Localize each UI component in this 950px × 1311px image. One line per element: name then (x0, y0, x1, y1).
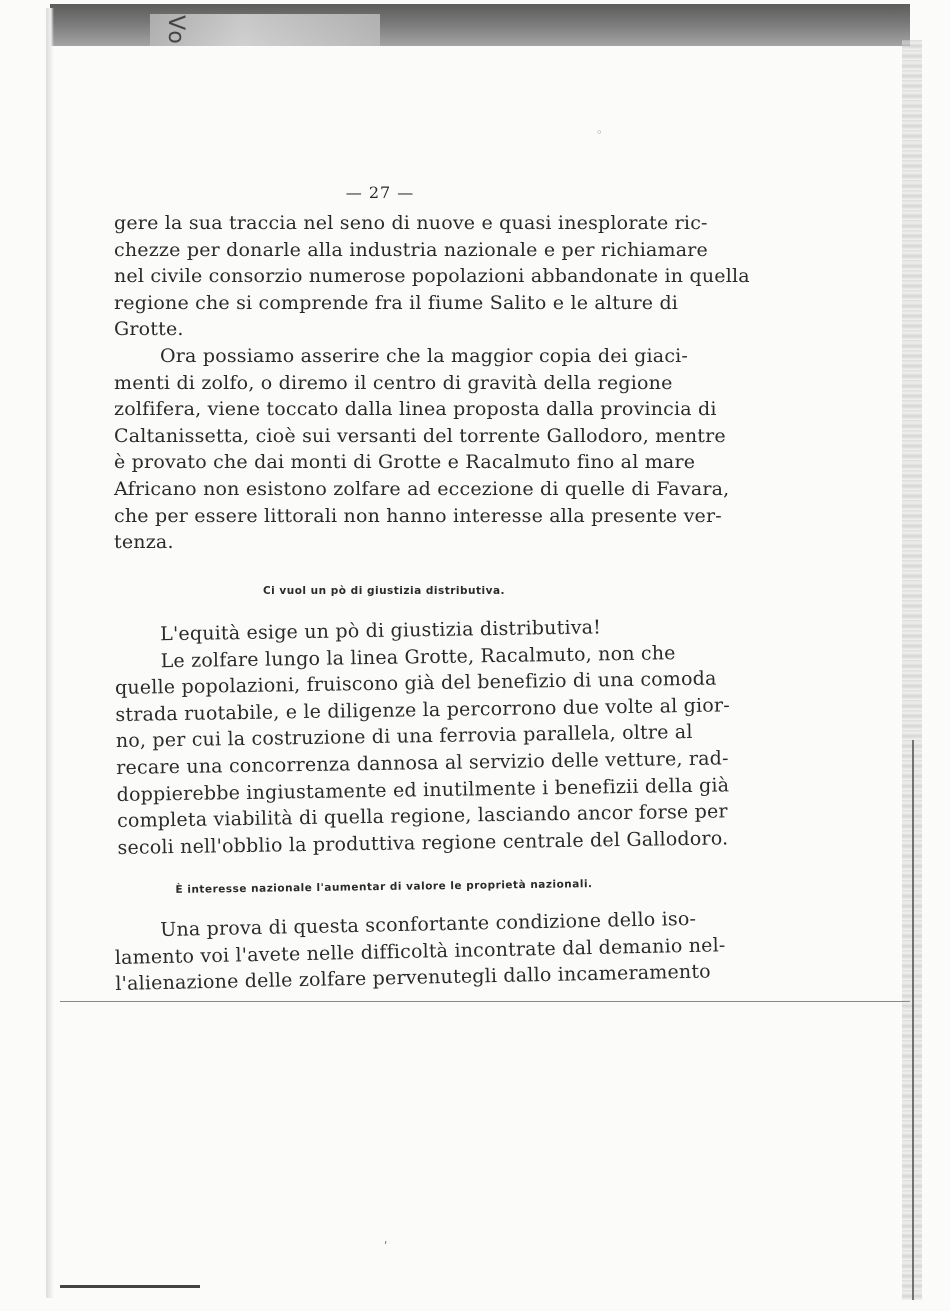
page-fold-line (60, 1001, 910, 1002)
text-line: lamento voi l'avete nelle difficoltà incontrate dal demanio nel- (114, 933, 726, 969)
text-line: menti di zolfo, o diremo il centro di gravità della regione (114, 371, 673, 394)
text-line: secoli nell'obblio la produttiva regione centrale del Gallodoro. (117, 827, 729, 859)
text-block-1 (114, 210, 750, 556)
scan-bottom-shadow (60, 1285, 200, 1288)
text-line: gere la sua traccia nel seno di nuove e quasi inesplorate ric- (114, 212, 708, 234)
text-line: Grotte. (114, 318, 184, 341)
text-line: che per essere littorali non hanno interesse alla presente ver- (114, 504, 722, 527)
section-heading-1: Ci vuol un pò di giustizia distributiva. (262, 585, 506, 597)
text-line: strada ruotabile, e le diligenze la percorrono due volte al gior- (115, 694, 731, 726)
text-line: Una prova di questa sconfortante condizione dello iso- (160, 907, 697, 942)
speck-mark: ʹ (384, 1240, 388, 1254)
text-line: Ora possiamo asserire che la maggior copia dei giaci- (160, 344, 689, 367)
text-line: doppierebbe ingiustamente ed inutilmente i benefizii della già (116, 773, 730, 806)
text-line: no, per cui la costruzione di una ferrovia parallela, oltre al (115, 721, 693, 753)
text-line: Africano non esistono zolfare ad eccezione di quelle di Favara, (114, 477, 730, 500)
text-line: quelle popolazioni, fruiscono già del benefizio di una comoda (114, 667, 717, 700)
text-line: Le zolfare lungo la linea Grotte, Racalmuto, non che (160, 641, 676, 672)
text-line: tenza. (114, 531, 174, 554)
text-line: L'equità esige un pò di giustizia distributiva! (160, 616, 602, 646)
text-block-2 (114, 614, 731, 862)
text-line: regione che si comprende fra il fiume Salito e le alture di (114, 291, 679, 314)
text-line: completa viabilità di quella regione, lasciando ancor forse per (116, 800, 728, 833)
text-line: è provato che dai monti di Grotte e Racalmuto fino al mare (114, 451, 696, 474)
text-line: nel civile consorzio numerose popolazioni abbandonate in quella (114, 265, 750, 288)
speck-mark: ◦ (596, 126, 603, 139)
page-number: — 27 — (345, 183, 415, 202)
text-block-3 (114, 907, 726, 998)
text-line: recare una concorrenza dannosa al servizio delle vetture, rad- (116, 747, 729, 779)
text-line: zolfifera, viene toccato dalla linea proposta dalla provincia di (114, 398, 717, 421)
margin-annotation: Vo (162, 15, 188, 46)
text-line: chezze per donarle alla industria nazionale e per richiamare (114, 238, 708, 261)
scan-right-edge-line (912, 740, 914, 1300)
section-heading-2: È interesse nazionale l'aumentar di valore le proprietà nazionali. (175, 878, 593, 896)
text-line: l'alienazione delle zolfare pervenutegli dallo incameramento (115, 960, 712, 996)
text-line: Caltanissetta, cioè sui versanti del torrente Gallodoro, mentre (114, 424, 726, 447)
